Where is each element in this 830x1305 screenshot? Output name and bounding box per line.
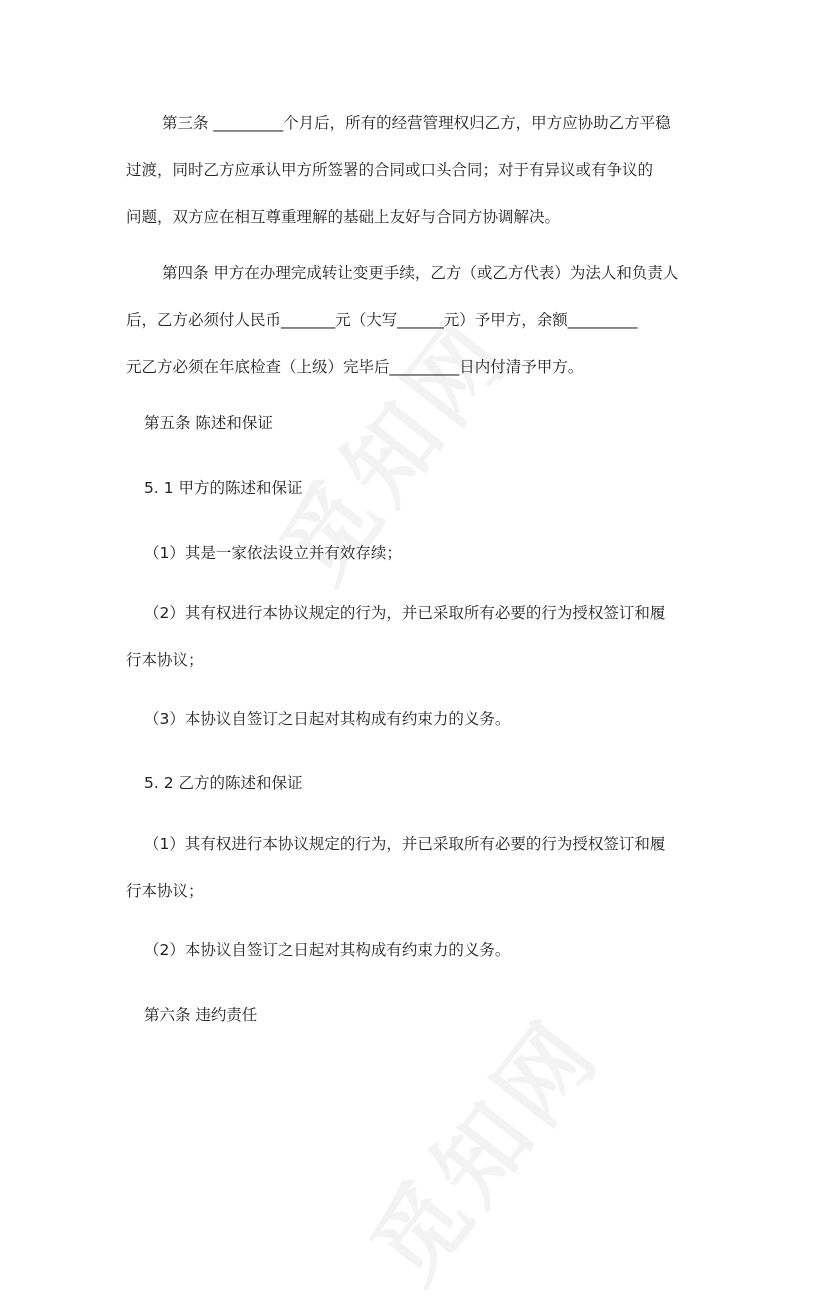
- article-3-line-3: 问题，双方应在相互尊重理解的基础上友好与合同方协调解决。: [126, 208, 561, 226]
- section-5-1-item-2-line-2: 行本协议；: [126, 651, 204, 669]
- section-5-1-item-1: （1）其是一家依法设立并有效存续；: [144, 544, 402, 562]
- article-4-paragraph: [126, 250, 734, 391]
- article-3-line-2: 过渡，同时乙方应承认甲方所签署的合同或口头合同；对于有异议或有争议的: [126, 161, 654, 179]
- article-5-title: 第五条 陈述和保证: [144, 414, 273, 432]
- section-5-1-item-2: [126, 590, 716, 684]
- article-4-line-3: 元乙方必须在年底检查（上级）完毕后_________日内付清予甲方。: [126, 358, 584, 376]
- article-3-line-1: 第三条 _________个月后，所有的经营管理权归乙方，甲方应协助乙方平稳: [162, 114, 671, 132]
- section-5-1-item-2-line-1: （2）其有权进行本协议规定的行为，并已采取所有必要的行为授权签订和履: [144, 604, 666, 622]
- section-5-2-item-1-line-2: 行本协议；: [126, 882, 204, 900]
- article-4-line-1: 第四条 甲方在办理完成转让变更手续，乙方（或乙方代表）为法人和负责人: [162, 264, 679, 282]
- section-5-2-title: 5. 2 乙方的陈述和保证: [144, 774, 303, 792]
- section-5-1-title: 5. 1 甲方的陈述和保证: [144, 479, 303, 497]
- section-5-2-item-2: （2）本协议自签订之日起对其构成有约束力的义务。: [144, 941, 511, 959]
- article-3-paragraph: [126, 100, 734, 241]
- section-5-1-item-3: （3）本协议自签订之日起对其构成有约束力的义务。: [144, 710, 511, 728]
- section-5-2-item-1: [126, 821, 716, 915]
- section-5-2-item-1-line-1: （1）其有权进行本协议规定的行为，并已采取所有必要的行为授权签订和履: [144, 835, 666, 853]
- article-6-title: 第六条 违约责任: [144, 1006, 258, 1024]
- article-4-line-2: 后，乙方必须付人民币_______元（大写______元）予甲方，余额_________: [126, 311, 638, 329]
